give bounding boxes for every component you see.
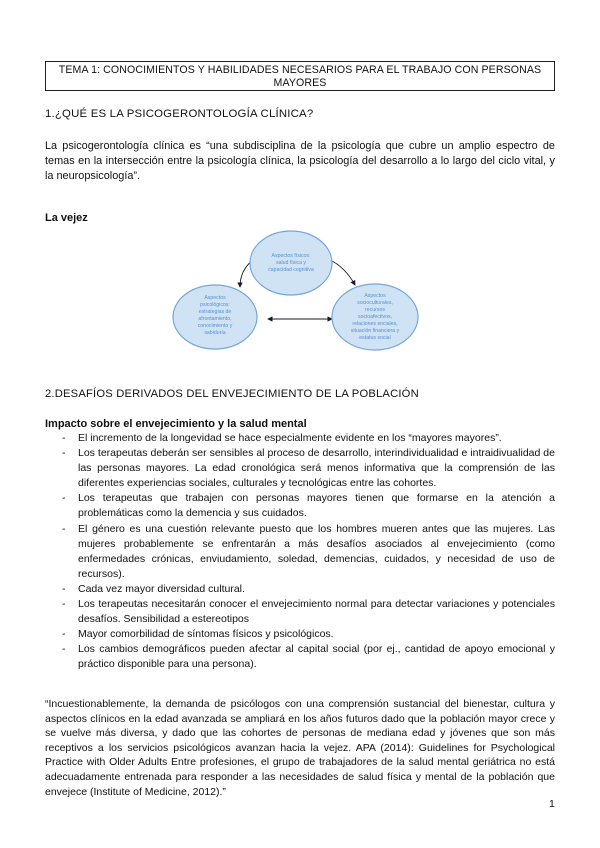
apa-quote-paragraph: “Incuestionablemente, la demanda de psicólogos con una comprensión sustancial del bienestar, cultura y aspectos clínicos en la edad avanzada se ampliará en los años futuros dado que la población mayor crece y se vuelve más diversa, y dado que las cohortes de personas de mediana edad y jóvenes que son más receptivos a los servicios psicológicos avanzan hacia la vejez. APA (2014): Guidelines for Psychological Practice with Older Adults Entre profesiones, el grupo de trabajadores de la salud mental geriátrica no está adecuadamente entrenada para responder a las necesidades de salud física y mental de la población que envejece (Institute of Medicine, 2012).” <box>45 698 555 798</box>
node-socio-line-4: socioafectivos, <box>357 314 393 320</box>
vejez-cycle-diagram <box>160 225 460 360</box>
bullet-item: - Los cambios demográficos pueden afectar al capital social (por ej., cantidad de apoyo emocional y práctico disponible para una persona). <box>45 642 555 672</box>
bullet-item: - El incremento de la longevidad se hace especialmente evidente en los “mayores mayores”. <box>45 431 555 446</box>
node-psicologicos-line-3: estrategias de <box>198 309 232 315</box>
node-psicologicos-line-2: psicológicos: <box>200 302 230 308</box>
node-socio-line-1: Aspectos <box>364 293 386 299</box>
cycle-arrow-top-right <box>330 260 355 285</box>
node-psicologicos-line-5: conocimiento y <box>197 323 233 329</box>
section-1-paragraph: La psicogerontología clínica es “una subdisciplina de la psicología que cubre un amplio espectro de temas en la intersección entre la psicología clínica, la psicología del desarrollo a lo largo del ciclo vital, y la neuropsicología”. <box>45 140 555 182</box>
node-fisicos-line-3: capacidad cognitiva <box>268 267 314 273</box>
section-1-heading: 1.¿QUÉ ES LA PSICOGERONTOLOGÍA CLÍNICA? <box>45 108 314 120</box>
node-fisicos-line-1: Aspectos físicos: <box>271 253 311 259</box>
section-2-heading: 2.DESAFÍOS DERIVADOS DEL ENVEJECIMIENTO DE LA POBLACIÓN <box>45 388 419 400</box>
node-fisicos-line-2: salud física y <box>276 260 306 266</box>
bullet-item: - Cada vez mayor diversidad cultural. <box>45 582 555 597</box>
impacto-bullet-list <box>45 431 555 673</box>
document-title: TEMA 1: CONOCIMIENTOS Y HABILIDADES NECESARIOS PARA EL TRABAJO CON PERSONAS MAYORES <box>45 61 555 91</box>
impacto-subheading: Impacto sobre el envejecimiento y la salud mental <box>45 418 307 430</box>
bullet-item: - Los terapeutas que trabajen con personas mayores tienen que formarse en la atención a problemáticas como la demencia y sus cuidados. <box>45 491 555 521</box>
node-socio-line-6: situación financiera y <box>350 328 400 334</box>
bullet-item: - Los terapeutas deberán ser sensibles al proceso de desarrollo, interindividualidad e intraidivualidad de las personas mayores. La edad cronológica será menos informativa que la comprensión de las diferentes experiencias sociales, culturales y tecnológicas entre las cohortes. <box>45 446 555 491</box>
node-psicologicos-line-6: sabiduría <box>204 330 226 336</box>
node-socio-line-2: socioculturales, <box>357 300 393 306</box>
node-socio-line-3: recursos <box>365 307 385 313</box>
node-socio-line-7: estatus social <box>359 335 391 341</box>
page-number: 1 <box>549 798 555 810</box>
vejez-heading: La vejez <box>45 212 88 224</box>
node-psicologicos-line-4: afrontamiento, <box>198 316 232 322</box>
node-psicologicos-line-1: Aspectos <box>204 295 226 301</box>
node-socio-line-5: relaciones sociales, <box>352 321 398 327</box>
bullet-item: - Mayor comorbilidad de síntomas físicos y psicológicos. <box>45 627 555 642</box>
bullet-item: - El género es una cuestión relevante puesto que los hombres mueren antes que las mujeres. Las mujeres probablemente se enfrentarán a más desafíos asociados al envejecimiento (como enfermedades crónicas, enviudamiento, soledad, demencias, cuidados, y necesidad de uso de recursos). <box>45 522 555 582</box>
bullet-item: - Los terapeutas necesitarán conocer el envejecimiento normal para detectar variaciones y potenciales desafíos. Sensibilidad a estereotipos <box>45 597 555 627</box>
